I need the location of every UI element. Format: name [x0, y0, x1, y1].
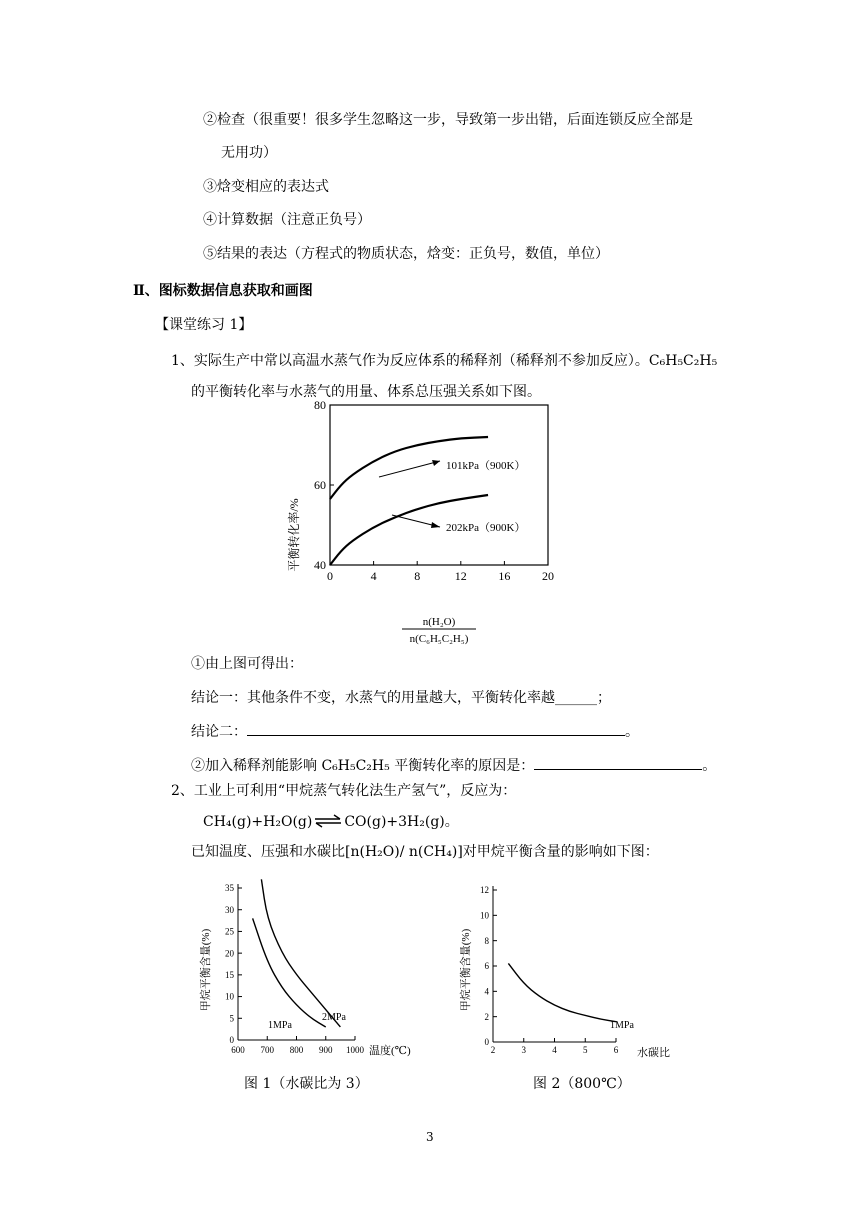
- chart3-x-label: 水碳比: [637, 1047, 670, 1059]
- question-2-line-1: 2、工业上可利用“甲烷蒸气转化法生产氢气”，反应为：: [171, 783, 517, 799]
- c1-x-tick-label: 8: [414, 569, 421, 583]
- figure-1-caption: 图 1（水碳比为 3）: [244, 1076, 369, 1092]
- text-line-result: ⑤结果的表达（方程式的物质状态，焓变：正负号，数值，单位）: [203, 246, 609, 262]
- c2-y-tick-label: 35: [225, 883, 234, 894]
- conversion-chart: [280, 395, 580, 655]
- c3-y-tick-label: 6: [484, 961, 489, 972]
- c1-y-tick-label: 60: [314, 478, 326, 493]
- chart2-y-label: 甲烷平衡含量(%): [200, 928, 212, 1012]
- c3-x-tick-label: 2: [490, 1045, 496, 1055]
- c1-x-tick-label: 4: [370, 569, 377, 583]
- chart2-x-label: 温度(℃): [369, 1045, 411, 1057]
- question-1-part-2-text: ②加入稀释剂能影响 C₆H₅C₂H₅ 平衡转化率的原因是：: [191, 758, 535, 774]
- section-heading: Ⅱ、图标数据信息获取和画图: [133, 283, 313, 299]
- text-line-calc: ④计算数据（注意正负号）: [203, 212, 371, 228]
- c1-y-tick-label: 80: [314, 398, 326, 413]
- chart1-x-label-denominator: n(C₆H₅C₂H₅): [409, 633, 469, 645]
- conclusion-2-end: 。: [625, 724, 639, 740]
- c3-y-tick-label: 0: [484, 1037, 489, 1048]
- equilibrium-arrow-icon: [313, 814, 343, 828]
- c3-x-tick-label: 4: [552, 1045, 557, 1055]
- c2-y-tick-label: 15: [225, 970, 234, 981]
- question-1-line-2: 的平衡转化率与水蒸气的用量、体系总压强关系如下图。: [191, 384, 541, 400]
- exercise-heading: 【课堂练习 1】: [155, 317, 253, 333]
- c2-x-tick-label: 900: [319, 1045, 333, 1055]
- c3-y-tick-label: 12: [480, 885, 489, 896]
- c2-y-tick-label: 25: [225, 926, 234, 937]
- c2-series-line-0: [253, 918, 326, 1027]
- c1-y-tick-label: 40: [314, 558, 326, 573]
- c2-y-tick-label: 30: [225, 904, 234, 915]
- chart3-series-label-1mpa: 1MPa: [610, 1020, 634, 1031]
- conclusion-2-blank[interactable]: [247, 721, 625, 736]
- c3-y-tick-label: 8: [484, 935, 489, 946]
- question-1-part-2-end: 。: [702, 758, 717, 774]
- c1-plot-frame: [330, 405, 548, 565]
- c1-x-tick-label: 0: [327, 569, 333, 583]
- chart1-y-label: 平衡转化率/%: [287, 498, 301, 572]
- temperature-chart: [195, 870, 435, 1065]
- c2-y-tick-label: 10: [225, 991, 234, 1002]
- c3-x-tick-label: 5: [583, 1045, 588, 1055]
- chart1-series-label-101: 101kPa（900K）: [446, 460, 526, 472]
- reaction-products: CO(g)+3H₂(g)。: [344, 814, 459, 830]
- c3-x-tick-label: 3: [521, 1045, 526, 1055]
- c2-y-tick-label: 0: [229, 1035, 234, 1046]
- text-line-check: ②检查（很重要！很多学生忽略这一步，导致第一步出错，后面连锁反应全部是: [203, 112, 693, 128]
- question-1-part-1: ①由上图可得出：: [191, 656, 303, 672]
- question-1-part-2: [191, 755, 716, 776]
- c2-x-tick-label: 800: [289, 1045, 304, 1055]
- conclusion-2: [191, 721, 639, 742]
- text-line-useless: 无用功）: [221, 145, 277, 161]
- c3-y-tick-label: 10: [480, 910, 489, 921]
- c2-x-tick-label: 600: [231, 1045, 245, 1055]
- c2-series-line-1: [261, 879, 340, 1027]
- c3-y-tick-label: 4: [484, 986, 489, 997]
- conclusion-1: 结论一：其他条件不变，水蒸气的用量越大，平衡转化率越______；: [191, 690, 611, 706]
- c3-y-tick-label: 2: [484, 1011, 489, 1022]
- c1-x-tick-label: 12: [454, 569, 467, 583]
- chart2-series-label-2mpa: 2MPa: [322, 1012, 346, 1023]
- chart2-series-label-1mpa: 1MPa: [268, 1020, 292, 1031]
- c2-x-tick-label: 1000: [346, 1045, 364, 1055]
- c3-series-line-0: [508, 963, 616, 1021]
- c2-y-tick-label: 20: [225, 948, 234, 959]
- chart3-y-label: 甲烷平衡含量(%): [460, 928, 472, 1012]
- c1-x-tick-label: 16: [498, 569, 511, 583]
- conclusion-2-label: 结论二：: [191, 724, 247, 740]
- reaction-equation: [203, 812, 459, 832]
- reaction-reactants: CH₄(g)+H₂O(g): [203, 814, 313, 830]
- chart1-x-label-numerator: n(H₂O): [422, 616, 456, 628]
- page-number: 3: [426, 1130, 434, 1144]
- question-1-part-2-blank[interactable]: [534, 755, 702, 770]
- text-line-enthalpy: ③焓变相应的表达式: [203, 179, 329, 195]
- c2-x-tick-label: 700: [260, 1045, 274, 1055]
- question-1-line-1: 1、实际生产中常以高温水蒸气作为反应体系的稀释剂（稀释剂不参加反应）。C₆H₅C₂H₅: [171, 353, 718, 369]
- figure-2-caption: 图 2（800℃）: [533, 1076, 631, 1092]
- chart1-series-label-202: 202kPa（900K）: [446, 522, 526, 534]
- c3-x-tick-label: 6: [613, 1045, 619, 1055]
- c1-x-tick-label: 20: [542, 569, 554, 583]
- water-carbon-ratio-chart: [455, 870, 685, 1065]
- question-2-line-3: 已知温度、压强和水碳比[n(H₂O)/ n(CH₄)]对甲烷平衡含量的影响如下图：: [191, 844, 659, 860]
- c2-y-tick-label: 5: [229, 1013, 234, 1024]
